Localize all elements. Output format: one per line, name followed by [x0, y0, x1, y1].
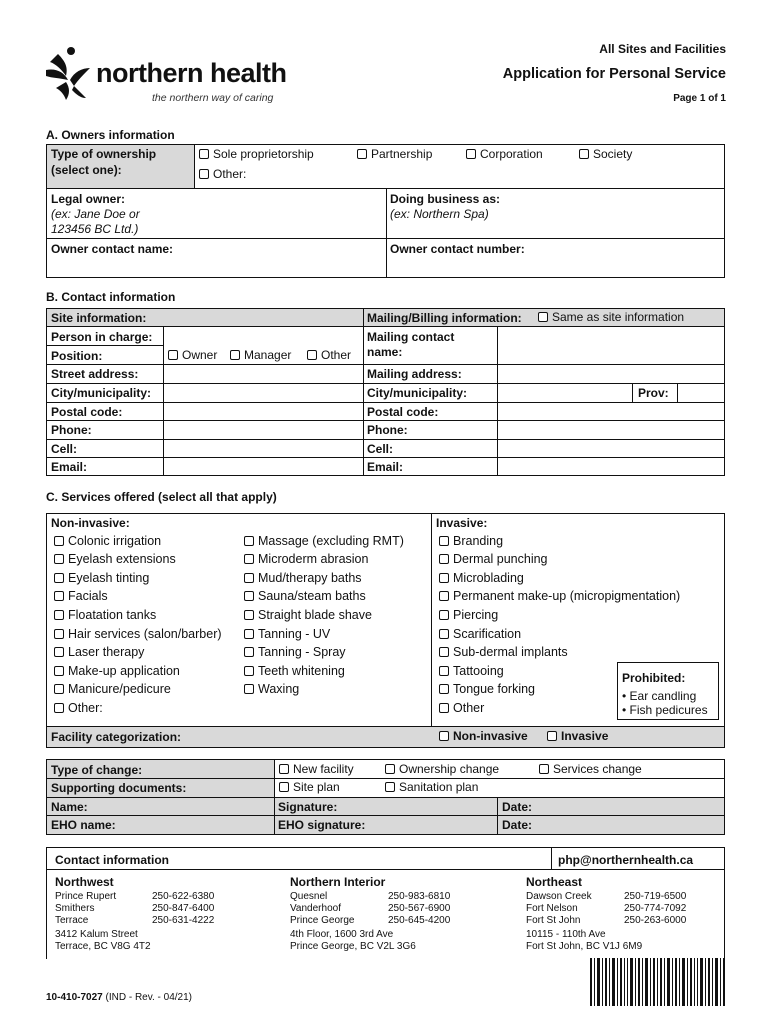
top-right-label: All Sites and Facilities	[599, 42, 726, 56]
office-address: Terrace, BC V8G 4T2	[55, 941, 151, 952]
region-northwest: Northwest	[55, 875, 114, 889]
checkbox-icon[interactable]	[439, 703, 449, 713]
prov-label: Prov:	[638, 386, 669, 400]
city-label: City/municipality:	[51, 386, 152, 400]
checkbox-icon[interactable]	[199, 169, 209, 179]
services-change-option[interactable]: Services change	[539, 762, 642, 776]
owner-contact-number-label: Owner contact number:	[390, 242, 525, 256]
service-option[interactable]: Mud/therapy baths	[244, 571, 362, 585]
service-option[interactable]: Piercing	[439, 608, 498, 622]
prohibited-item: • Fish pedicures	[622, 703, 708, 717]
service-option[interactable]: Microderm abrasion	[244, 552, 368, 566]
checkbox-icon[interactable]	[54, 684, 64, 694]
doing-business-as-example: (ex: Northern Spa)	[390, 207, 489, 221]
checkbox-icon[interactable]	[168, 350, 178, 360]
barcode-icon	[590, 958, 726, 1006]
checkbox-icon[interactable]	[244, 684, 254, 694]
type-of-ownership-label: Type of ownership	[51, 147, 157, 161]
section-c-title: C. Services offered (select all that apply)	[46, 490, 277, 504]
prohibited-item: • Ear candling	[622, 689, 697, 703]
office-address: Prince George, BC V2L 3G6	[290, 941, 416, 952]
legal-owner-example-1: (ex: Jane Doe or	[51, 207, 140, 221]
office-name-label: Name:	[51, 800, 88, 814]
mailing-contact-label: Mailing contact	[367, 330, 455, 344]
checkbox-icon[interactable]	[199, 149, 209, 159]
site-plan-option[interactable]: Site plan	[279, 780, 340, 794]
barcode	[590, 958, 726, 1006]
service-option[interactable]: Teeth whitening	[244, 664, 345, 678]
eho-signature-label: EHO signature:	[278, 818, 366, 832]
checkbox-icon[interactable]	[244, 573, 254, 583]
checkbox-icon[interactable]	[244, 591, 254, 601]
office-location: Prince Rupert	[55, 891, 117, 902]
signature-label: Signature:	[278, 800, 338, 814]
doing-business-as-label: Doing business as:	[390, 192, 501, 206]
checkbox-icon[interactable]	[385, 782, 395, 792]
service-option[interactable]: Floatation tanks	[54, 608, 156, 622]
checkbox-icon[interactable]	[466, 149, 476, 159]
checkbox-icon[interactable]	[54, 554, 64, 564]
office-location: Dawson Creek	[526, 891, 592, 902]
service-option[interactable]: Facials	[54, 589, 108, 603]
office-phone: 250-983-6810	[388, 891, 451, 902]
checkbox-icon[interactable]	[439, 573, 449, 583]
region-northern-interior: Northern Interior	[290, 875, 386, 889]
mailing-phone-label: Phone:	[367, 423, 408, 437]
service-option[interactable]: Tanning - UV	[244, 627, 330, 641]
office-location: Terrace	[55, 915, 89, 926]
northern-health-logo-icon	[44, 46, 96, 102]
legal-owner-example-2: 123456 BC Ltd.)	[51, 222, 139, 236]
checkbox-icon[interactable]	[439, 554, 449, 564]
service-option[interactable]: Manicure/pedicure	[54, 682, 171, 696]
site-information-label: Site information:	[51, 311, 147, 325]
office-location: Quesnel	[290, 891, 328, 902]
service-option[interactable]: Make-up application	[54, 664, 180, 678]
mailing-contact-name-label: name:	[367, 345, 403, 359]
service-option[interactable]: Sauna/steam baths	[244, 589, 366, 603]
office-phone: 250-263-6000	[624, 915, 687, 926]
service-option[interactable]: Permanent make-up (micropigmentation)	[439, 589, 680, 603]
legal-owner-label: Legal owner:	[51, 192, 126, 206]
category-invasive-option[interactable]: Invasive	[547, 729, 608, 743]
non-invasive-heading: Non-invasive:	[51, 516, 130, 530]
select-one-label: (select one):	[51, 163, 122, 177]
checkbox-icon[interactable]	[538, 312, 548, 322]
service-option[interactable]: Other:	[54, 701, 103, 715]
logo	[44, 46, 294, 108]
service-option[interactable]: Massage (excluding RMT)	[244, 534, 404, 548]
service-option[interactable]: Eyelash tinting	[54, 571, 149, 585]
brand-name: northern health	[96, 58, 287, 88]
service-option[interactable]: Tanning - Spray	[244, 645, 346, 659]
sole-proprietorship-option[interactable]: Sole proprietorship	[199, 147, 314, 161]
ownership-change-option[interactable]: Ownership change	[385, 762, 499, 776]
checkbox-icon[interactable]	[54, 591, 64, 601]
other-ownership-option[interactable]: Other:	[199, 167, 246, 181]
checkbox-icon[interactable]	[439, 684, 449, 694]
prohibited-title: Prohibited:	[622, 671, 686, 685]
office-address: 3412 Kalum Street	[55, 929, 138, 940]
checkbox-icon[interactable]	[54, 647, 64, 657]
office-location: Fort St John	[526, 915, 581, 926]
mailing-city-label: City/municipality:	[367, 386, 468, 400]
office-location: Prince George	[290, 915, 355, 926]
date-label: Date:	[502, 800, 533, 814]
postal-code-label: Postal code:	[51, 405, 123, 419]
category-non-invasive-option[interactable]: Non-invasive	[439, 729, 528, 743]
checkbox-icon[interactable]	[244, 610, 254, 620]
office-phone: 250-847-6400	[152, 903, 215, 914]
checkbox-icon[interactable]	[230, 350, 240, 360]
new-facility-option[interactable]: New facility	[279, 762, 354, 776]
checkbox-icon[interactable]	[579, 149, 589, 159]
checkbox-icon[interactable]	[539, 764, 549, 774]
mailing-billing-label: Mailing/Billing information:	[367, 311, 522, 325]
checkbox-icon[interactable]	[244, 647, 254, 657]
section-a-title: A. Owners information	[46, 128, 175, 142]
service-option[interactable]: Sub-dermal implants	[439, 645, 568, 659]
checkbox-icon[interactable]	[439, 629, 449, 639]
section-b-title: B. Contact information	[46, 290, 176, 304]
type-of-change-label: Type of change:	[51, 763, 143, 777]
brand-tagline: the northern way of caring	[152, 92, 274, 104]
position-label: Position:	[51, 349, 103, 363]
corporation-option[interactable]: Corporation	[466, 147, 543, 161]
service-option[interactable]: Colonic irrigation	[54, 534, 161, 548]
facility-categorization-label: Facility categorization:	[51, 730, 182, 744]
office-location: Fort Nelson	[526, 903, 578, 914]
service-option[interactable]: Tattooing	[439, 664, 504, 678]
email-label: Email:	[51, 460, 88, 474]
form-number: 10-410-7027 (IND - Rev. - 04/21)	[46, 992, 192, 1003]
checkbox-icon[interactable]	[307, 350, 317, 360]
service-option[interactable]: Tongue forking	[439, 682, 535, 696]
office-address: Fort St John, BC V1J 6M9	[526, 941, 643, 952]
checkbox-icon[interactable]	[54, 703, 64, 713]
office-location: Vanderhoof	[290, 903, 341, 914]
office-location: Smithers	[55, 903, 95, 914]
phone-label: Phone:	[51, 423, 92, 437]
checkbox-icon[interactable]	[439, 536, 449, 546]
cell-label: Cell:	[51, 442, 78, 456]
office-phone: 250-567-6900	[388, 903, 451, 914]
checkbox-icon[interactable]	[439, 666, 449, 676]
position-manager-option[interactable]: Manager	[230, 348, 291, 362]
contact-email[interactable]: php@northernhealth.ca	[558, 853, 694, 867]
office-phone: 250-719-6500	[624, 891, 687, 902]
mailing-cell-label: Cell:	[367, 442, 394, 456]
society-option[interactable]: Society	[579, 147, 632, 161]
region-northeast: Northeast	[526, 875, 583, 889]
position-owner-option[interactable]: Owner	[168, 348, 217, 362]
service-option[interactable]: Straight blade shave	[244, 608, 372, 622]
checkbox-icon[interactable]	[244, 536, 254, 546]
service-option[interactable]: Hair services (salon/barber)	[54, 627, 222, 641]
service-option[interactable]: Laser therapy	[54, 645, 144, 659]
service-option[interactable]: Branding	[439, 534, 503, 548]
page-number: Page 1 of 1	[673, 93, 726, 104]
checkbox-icon[interactable]	[439, 731, 449, 741]
service-option[interactable]: Microblading	[439, 571, 524, 585]
checkbox-icon[interactable]	[244, 629, 254, 639]
checkbox-icon[interactable]	[279, 764, 289, 774]
invasive-heading: Invasive:	[436, 516, 488, 530]
checkbox-icon[interactable]	[244, 666, 254, 676]
supporting-documents-label: Supporting documents:	[51, 781, 187, 795]
eho-name-label: EHO name:	[51, 818, 116, 832]
office-phone: 250-774-7092	[624, 903, 687, 914]
office-address: 4th Floor, 1600 3rd Ave	[290, 929, 394, 940]
sanitation-plan-option[interactable]: Sanitation plan	[385, 780, 478, 794]
service-option[interactable]: Dermal punching	[439, 552, 548, 566]
checkbox-icon[interactable]	[439, 591, 449, 601]
office-address: 10115 - 110th Ave	[526, 929, 606, 940]
date-label-2: Date:	[502, 818, 533, 832]
checkbox-icon[interactable]	[357, 149, 367, 159]
person-in-charge-label: Person in charge:	[51, 330, 153, 344]
checkbox-icon[interactable]	[54, 536, 64, 546]
checkbox-icon[interactable]	[547, 731, 557, 741]
service-option[interactable]: Eyelash extensions	[54, 552, 176, 566]
street-address-label: Street address:	[51, 367, 139, 381]
service-option[interactable]: Other	[439, 701, 484, 715]
mailing-address-label: Mailing address:	[367, 367, 462, 381]
service-option[interactable]: Waxing	[244, 682, 299, 696]
form-title: Application for Personal Service	[502, 66, 726, 82]
owner-contact-name-label: Owner contact name:	[51, 242, 174, 256]
position-other-option[interactable]: Other	[307, 348, 351, 362]
office-phone: 250-645-4200	[388, 915, 451, 926]
checkbox-icon[interactable]	[54, 629, 64, 639]
partnership-option[interactable]: Partnership	[357, 147, 432, 161]
checkbox-icon[interactable]	[439, 610, 449, 620]
checkbox-icon[interactable]	[279, 782, 289, 792]
checkbox-icon[interactable]	[385, 764, 395, 774]
checkbox-icon[interactable]	[54, 666, 64, 676]
checkbox-icon[interactable]	[54, 573, 64, 583]
office-phone: 250-622-6380	[152, 891, 215, 902]
checkbox-icon[interactable]	[244, 554, 254, 564]
mailing-postal-label: Postal code:	[367, 405, 439, 419]
same-as-site-option[interactable]: Same as site information	[538, 310, 684, 324]
checkbox-icon[interactable]	[54, 610, 64, 620]
contact-info-title: Contact information	[55, 853, 169, 867]
checkbox-icon[interactable]	[439, 647, 449, 657]
office-phone: 250-631-4222	[152, 915, 215, 926]
service-option[interactable]: Scarification	[439, 627, 521, 641]
mailing-email-label: Email:	[367, 460, 404, 474]
